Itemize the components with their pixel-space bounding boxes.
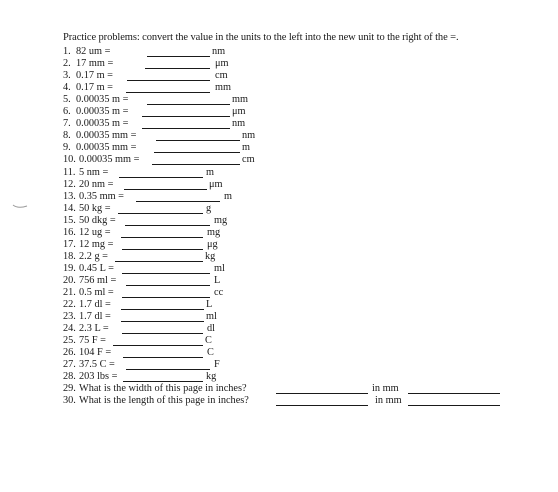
problem-number: 15. <box>63 215 76 226</box>
problem-row <box>63 311 217 323</box>
problem-question: 12 ug = <box>79 227 111 238</box>
answer-blank[interactable] <box>122 297 210 298</box>
problem-number: 22. <box>63 299 76 310</box>
problem-question: 0.00035 m = <box>76 118 129 129</box>
answer-blank[interactable] <box>154 152 240 153</box>
problem-question: 0.5 ml = <box>79 287 114 298</box>
target-unit: m <box>224 191 233 202</box>
target-unit: ml <box>206 311 217 322</box>
problem-number: 21. <box>63 287 76 298</box>
problem-row <box>63 383 399 395</box>
problem-row <box>63 58 229 70</box>
target-unit: L <box>214 275 221 286</box>
answer-blank[interactable] <box>147 56 210 57</box>
answer-blank[interactable] <box>125 225 210 226</box>
problem-row <box>63 46 226 58</box>
problem-row <box>63 130 256 142</box>
answer-blank[interactable] <box>122 273 210 274</box>
answer-blank[interactable] <box>152 164 240 165</box>
problem-number: 4. <box>63 82 71 93</box>
problem-question: 12 mg = <box>79 239 114 250</box>
answer-blank[interactable] <box>123 357 203 358</box>
problem-row <box>63 323 216 335</box>
problem-row <box>63 227 221 239</box>
worksheet-title: Practice problems: convert the value in the units to the left into the new unit to the right of the =. <box>63 32 459 43</box>
target-unit: F <box>214 359 220 370</box>
problem-question: 20 nm = <box>79 179 114 190</box>
target-unit: g <box>206 203 212 214</box>
target-unit: mg <box>207 227 221 238</box>
problem-row <box>63 82 232 94</box>
problem-question: 0.35 mm = <box>79 191 124 202</box>
problem-row <box>63 263 225 275</box>
answer-blank[interactable] <box>127 80 210 81</box>
target-unit: ml <box>214 263 225 274</box>
answer-blank[interactable] <box>145 68 210 69</box>
problem-row <box>63 251 216 263</box>
answer-blank[interactable] <box>122 333 203 334</box>
problem-number: 11. <box>63 167 76 178</box>
problem-question: What is the length of this page in inches? <box>79 395 249 406</box>
answer-blank[interactable] <box>142 116 230 117</box>
mm-label: in mm <box>372 383 399 394</box>
answer-blank[interactable] <box>156 140 240 141</box>
problem-row <box>63 275 221 287</box>
answer-blank[interactable] <box>113 345 203 346</box>
answer-blank[interactable] <box>121 237 203 238</box>
problem-question: 0.45 L = <box>79 263 114 274</box>
problem-row <box>63 154 255 166</box>
mm-answer-blank[interactable] <box>408 405 500 406</box>
stray-mark <box>12 204 28 210</box>
problem-number: 17. <box>63 239 76 250</box>
target-unit: mg <box>214 215 228 226</box>
target-unit: C <box>207 347 214 358</box>
problem-number: 16. <box>63 227 76 238</box>
problem-number: 26. <box>63 347 76 358</box>
problem-question: 75 F = <box>79 335 106 346</box>
answer-blank[interactable] <box>142 128 230 129</box>
problem-row <box>63 94 249 106</box>
problem-question: 1.7 dl = <box>79 311 111 322</box>
target-unit: kg <box>205 251 216 262</box>
target-unit: mm <box>215 82 232 93</box>
answer-blank[interactable] <box>126 369 210 370</box>
problem-row <box>63 203 212 215</box>
problem-number: 14. <box>63 203 76 214</box>
problem-row <box>63 70 228 82</box>
problem-number: 20. <box>63 275 76 286</box>
problem-number: 10. <box>63 154 76 165</box>
problem-row <box>63 106 246 118</box>
target-unit: μm <box>215 58 229 69</box>
target-unit: mm <box>232 94 249 105</box>
problem-row <box>63 142 251 154</box>
target-unit: cm <box>242 154 255 165</box>
problem-row <box>63 167 215 179</box>
target-unit: μm <box>209 179 223 190</box>
answer-blank[interactable] <box>123 381 203 382</box>
problem-number: 6. <box>63 106 71 117</box>
target-unit: nm <box>212 46 226 57</box>
problem-number: 28. <box>63 371 76 382</box>
problem-number: 25. <box>63 335 76 346</box>
problem-row <box>63 395 402 407</box>
target-unit: m <box>242 142 251 153</box>
target-unit: L <box>206 299 213 310</box>
problem-row <box>63 347 214 359</box>
problem-number: 3. <box>63 70 71 81</box>
problem-question: 1.7 dl = <box>79 299 111 310</box>
problem-row <box>63 191 233 203</box>
answer-blank[interactable] <box>115 261 203 262</box>
target-unit: μg <box>207 239 218 250</box>
problem-question: 756 ml = <box>79 275 117 286</box>
answer-blank[interactable] <box>121 309 204 310</box>
problem-question: 2.3 L = <box>79 323 109 334</box>
target-unit: m <box>206 167 215 178</box>
problem-row <box>63 179 223 191</box>
problem-row <box>63 118 246 130</box>
problem-number: 29. <box>63 383 76 394</box>
problem-number: 1. <box>63 46 71 57</box>
problem-question: 0.00035 mm = <box>76 142 137 153</box>
mm-label: in mm <box>375 395 402 406</box>
mm-answer-blank[interactable] <box>408 393 500 394</box>
target-unit: kg <box>206 371 217 382</box>
problem-row <box>63 239 218 251</box>
problem-question: What is the width of this page in inches? <box>79 383 247 394</box>
problem-number: 19. <box>63 263 76 274</box>
answer-blank[interactable] <box>122 249 203 250</box>
target-unit: nm <box>232 118 246 129</box>
problem-number: 24. <box>63 323 76 334</box>
target-unit: cc <box>214 287 224 298</box>
problem-question: 0.00035 mm = <box>76 130 137 141</box>
problem-number: 8. <box>63 130 71 141</box>
problem-question: 17 mm = <box>76 58 114 69</box>
answer-blank[interactable] <box>136 201 220 202</box>
answer-blank[interactable] <box>126 285 210 286</box>
problem-number: 27. <box>63 359 76 370</box>
target-unit: μm <box>232 106 246 117</box>
answer-blank[interactable] <box>119 177 203 178</box>
problem-question: 0.00035 m = <box>76 106 129 117</box>
problem-row <box>63 335 212 347</box>
problem-number: 23. <box>63 311 76 322</box>
problem-question: 50 kg = <box>79 203 111 214</box>
problem-question: 0.00035 m = <box>76 94 129 105</box>
problem-question: 82 um = <box>76 46 111 57</box>
problem-question: 0.00035 mm = <box>79 154 140 165</box>
problem-number: 5. <box>63 94 71 105</box>
inches-answer-blank[interactable] <box>276 393 368 394</box>
problem-question: 2.2 g = <box>79 251 108 262</box>
problem-number: 13. <box>63 191 76 202</box>
problem-question: 203 lbs = <box>79 371 118 382</box>
problem-number: 7. <box>63 118 71 129</box>
problem-question: 5 nm = <box>79 167 109 178</box>
problem-row <box>63 299 213 311</box>
problem-number: 9. <box>63 142 71 153</box>
problem-question: 0.17 m = <box>76 82 113 93</box>
answer-blank[interactable] <box>147 104 230 105</box>
target-unit: nm <box>242 130 256 141</box>
problem-row <box>63 215 228 227</box>
problem-row <box>63 359 220 371</box>
problem-number: 18. <box>63 251 76 262</box>
problem-number: 30. <box>63 395 76 406</box>
problem-question: 37.5 C = <box>79 359 115 370</box>
problem-question: 104 F = <box>79 347 112 358</box>
target-unit: dl <box>207 323 216 334</box>
problem-question: 0.17 m = <box>76 70 113 81</box>
target-unit: cm <box>215 70 228 81</box>
problem-number: 2. <box>63 58 71 69</box>
answer-blank[interactable] <box>126 92 210 93</box>
answer-blank[interactable] <box>118 213 203 214</box>
answer-blank[interactable] <box>121 321 204 322</box>
inches-answer-blank[interactable] <box>276 405 368 406</box>
problem-number: 12. <box>63 179 76 190</box>
problem-row <box>63 287 224 299</box>
target-unit: C <box>205 335 212 346</box>
problem-row <box>63 371 217 383</box>
answer-blank[interactable] <box>124 189 207 190</box>
problem-question: 50 dkg = <box>79 215 116 226</box>
